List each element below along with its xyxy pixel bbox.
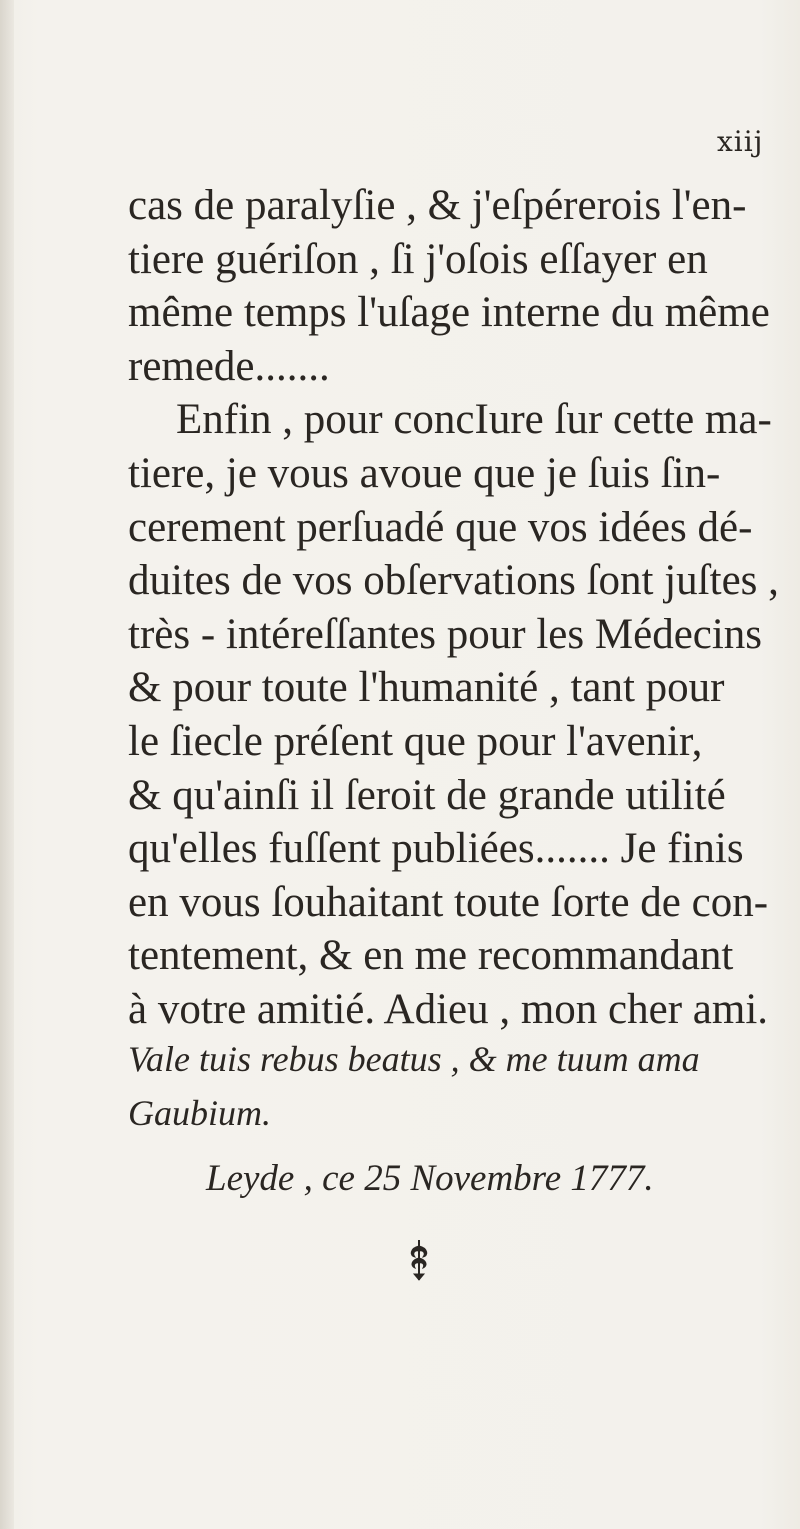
text-line: le ſiecle préſent que pour l'avenir, <box>128 717 703 765</box>
fleuron-icon <box>406 1238 432 1282</box>
text-line: Enfin , pour concIure ſur cette ma- <box>176 396 772 444</box>
text-line: tiere guériſon , ſi j'oſois eſſayer en <box>128 235 708 283</box>
text-line: remede....... <box>128 342 330 390</box>
letter-body <box>128 179 779 1037</box>
text-line: très - intéreſſantes pour les Médecins <box>128 610 763 658</box>
text-line: cas de paralyſie , & j'eſpérerois l'en- <box>128 182 747 229</box>
text-line: à votre amitié. Adieu , mon cher ami. <box>128 985 769 1033</box>
text-line: tentement, & en me recommandant <box>128 932 734 980</box>
text-line: même temps l'uſage interne du même <box>128 289 770 337</box>
text-line: qu'elles fuſſent publiées....... Je finis <box>128 825 744 873</box>
text-line: duites de vos obſervations ſont juſtes , <box>128 557 779 605</box>
place-and-date: Leyde , ce 25 Novembre 1777. <box>206 1158 654 1199</box>
text-line: & pour toute l'humanité , tant pour <box>128 664 725 712</box>
closing-line: Vale tuis rebus beatus , & me tuum ama <box>128 1039 700 1079</box>
text-line: & qu'ainſi il ſeroit de grande utilité <box>128 771 726 819</box>
text-line: en vous ſouhaitant toute ſorte de con- <box>128 878 769 926</box>
text-line: cerement perſuadé que vos idées dé- <box>128 503 753 551</box>
page-gutter <box>0 0 14 1529</box>
page-number: xiij <box>717 125 764 158</box>
signature-name: Gaubium. <box>128 1093 271 1133</box>
closing-salutation <box>128 1032 768 1140</box>
text-line: tiere, je vous avoue que je ſuis ſin- <box>128 449 721 497</box>
